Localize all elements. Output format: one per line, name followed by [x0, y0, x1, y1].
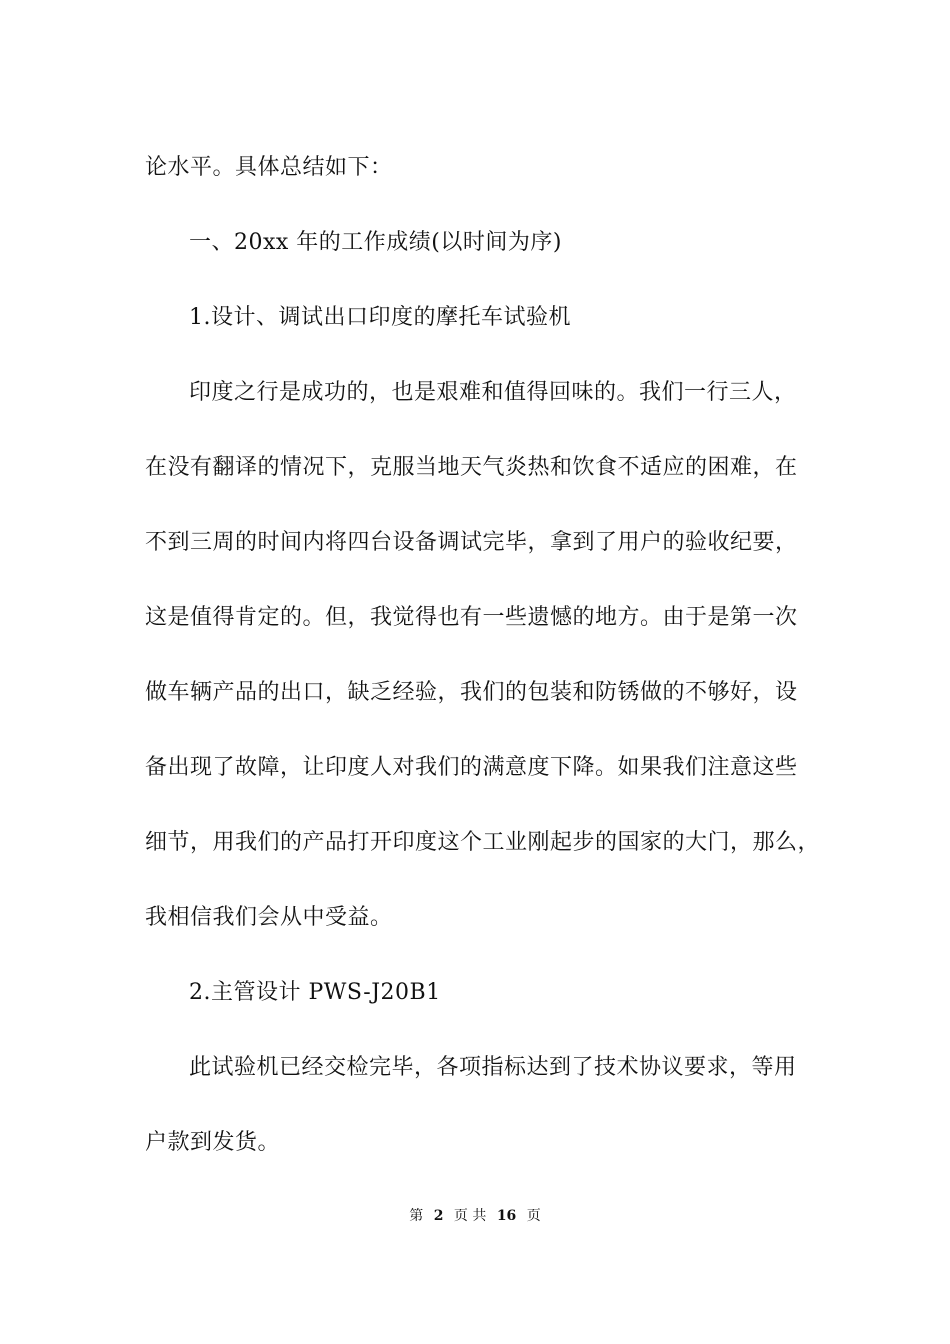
document-body [145, 130, 845, 1180]
text-line-continuation: 论水平。具体总结如下： [145, 155, 393, 180]
subheading-1: 1.设计、调试出口印度的摩托车试验机 [189, 305, 571, 330]
paragraph-1-line-1: 印度之行是成功的，也是艰难和值得回味的。我们一行三人， [189, 380, 797, 405]
footer-middle: 页 共 [453, 1208, 487, 1224]
paragraph-2-line-2: 户款到发货。 [145, 1130, 281, 1155]
total-page-count: 16 [496, 1208, 517, 1224]
page-footer [0, 1206, 950, 1226]
paragraph-1-line-7: 细节，用我们的产品打开印度这个工业刚起步的国家的大门，那么， [145, 830, 821, 855]
current-page-number: 2 [433, 1208, 444, 1224]
footer-prefix: 第 [409, 1208, 424, 1224]
section-heading: 一、20xx 年的工作成绩(以时间为序) [189, 230, 562, 255]
paragraph-1-line-6: 备出现了故障，让印度人对我们的满意度下降。如果我们注意这些 [145, 755, 798, 780]
paragraph-2-line-1: 此试验机已经交检完毕，各项指标达到了技术协议要求，等用 [189, 1055, 797, 1080]
paragraph-1-line-2: 在没有翻译的情况下，克服当地天气炎热和饮食不适应的困难，在 [145, 455, 798, 480]
paragraph-1-line-3: 不到三周的时间内将四台设备调试完毕，拿到了用户的验收纪要， [145, 530, 798, 555]
paragraph-1-line-4: 这是值得肯定的。但，我觉得也有一些遗憾的地方。由于是第一次 [145, 605, 798, 630]
paragraph-1-line-8: 我相信我们会从中受益。 [145, 905, 393, 930]
footer-suffix: 页 [526, 1208, 541, 1224]
paragraph-1-line-5: 做车辆产品的出口，缺乏经验，我们的包装和防锈做的不够好，设 [145, 680, 798, 705]
subheading-2: 2.主管设计 PWS-J20B1 [189, 980, 441, 1005]
